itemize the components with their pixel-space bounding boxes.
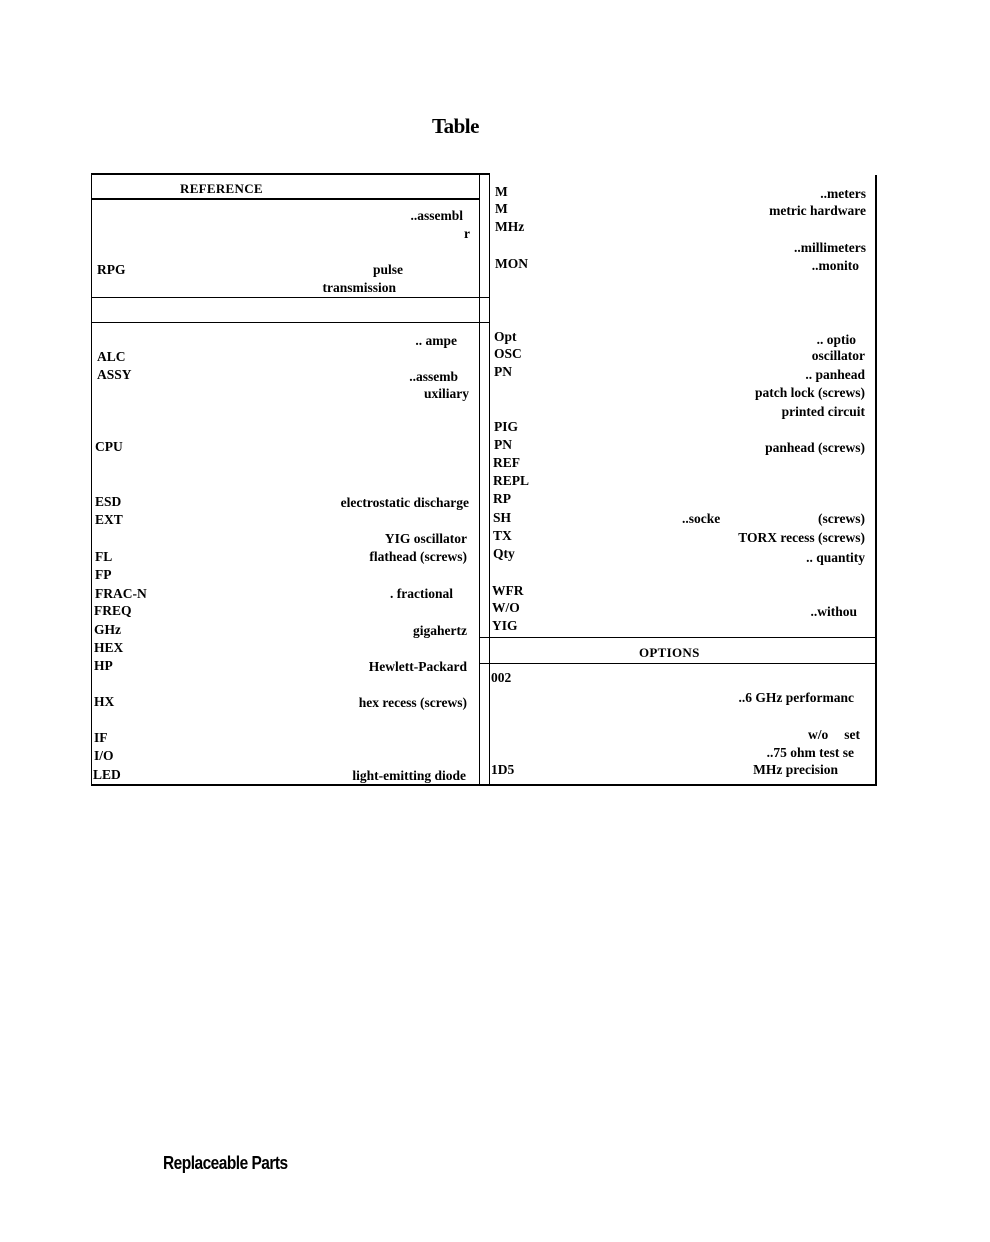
left-desc: . fractional: [390, 586, 453, 601]
left-abbr: FREQ: [94, 603, 132, 618]
right-abbr: YIG: [492, 618, 518, 633]
right-desc: printed circuit: [781, 404, 865, 419]
left-abbr: FL: [95, 549, 113, 564]
right-desc: ..socke: [682, 511, 721, 526]
right-abbr: Opt: [494, 329, 517, 344]
right-abbr: OSC: [494, 346, 522, 361]
right-desc: .. optio: [816, 332, 856, 347]
right-abbr: W/O: [492, 600, 520, 615]
right-desc: ..monito: [811, 258, 859, 273]
right-desc: ..withou: [810, 604, 857, 619]
option-desc: set: [844, 727, 860, 742]
left-abbr: FRAC-N: [95, 586, 147, 601]
right-desc: .. quantity: [806, 550, 865, 565]
page-title: Table: [432, 114, 479, 138]
options-section-header: OPTIONS: [639, 645, 700, 660]
option-desc: ..6 GHz performanc: [738, 690, 854, 705]
left-abbr: ASSY: [97, 367, 132, 382]
right-desc: panhead (screws): [765, 440, 865, 455]
left-desc: r: [464, 226, 470, 241]
right-abbr: REPL: [493, 473, 530, 488]
page-footer: Replaceable Parts: [163, 1153, 288, 1173]
table-right-border: [875, 175, 877, 786]
right-abbr: M: [495, 184, 508, 199]
option-desc: ..75 ohm test se: [766, 745, 854, 760]
left-desc: YIG oscillator: [384, 531, 467, 546]
right-abbr: MON: [495, 256, 528, 271]
right-abbr: PN: [494, 437, 512, 452]
left-header-rule: [92, 198, 480, 200]
options-bottom-rule: [480, 663, 875, 664]
left-abbr: ESD: [95, 494, 122, 509]
right-abbr: SH: [493, 510, 512, 525]
left-desc: Hewlett-Packard: [368, 659, 467, 674]
left-desc: .. ampe: [415, 333, 457, 348]
right-desc: (screws): [818, 511, 865, 526]
left-abbr: ALC: [97, 349, 126, 364]
right-desc: ..meters: [820, 186, 866, 201]
table-bottom-rule: [91, 784, 877, 786]
table-top-rule: [92, 173, 490, 175]
option-desc: MHz precision: [753, 762, 838, 777]
right-abbr: WFR: [492, 583, 524, 598]
left-abbr: HP: [94, 658, 113, 673]
option-desc: w/o: [808, 727, 829, 742]
left-desc: ..assembl: [410, 208, 463, 223]
table-center-divider-a: [479, 173, 480, 786]
left-abbr: IF: [94, 730, 108, 745]
left-abbr: HX: [94, 694, 115, 709]
right-abbr: PN: [494, 364, 512, 379]
left-abbr: LED: [93, 767, 121, 782]
option-abbr: 1D5: [491, 762, 515, 777]
right-abbr: M: [495, 201, 508, 216]
left-desc: pulse: [372, 262, 403, 277]
left-desc: uxiliary: [423, 386, 469, 401]
left-section-rule-2: [92, 322, 490, 323]
left-desc: ..assemb: [409, 369, 458, 384]
right-desc: TORX recess (screws): [738, 530, 865, 545]
right-desc: patch lock (screws): [755, 385, 865, 400]
left-desc: flathead (screws): [369, 549, 467, 564]
left-abbr: GHz: [94, 622, 121, 637]
left-desc: hex recess (screws): [358, 695, 467, 710]
left-abbr: EXT: [95, 512, 123, 527]
right-desc: metric hardware: [769, 203, 866, 218]
right-abbr: PIG: [494, 419, 519, 434]
left-abbr: FP: [95, 567, 112, 582]
table-center-divider-b: [489, 173, 490, 786]
left-section-rule-1: [92, 297, 490, 298]
left-abbr: I/O: [94, 748, 114, 763]
left-desc: transmission: [322, 280, 396, 295]
right-abbr: Qty: [493, 546, 515, 561]
left-desc: gigahertz: [413, 623, 467, 638]
left-abbr: CPU: [95, 439, 123, 454]
left-section-header: REFERENCE: [180, 181, 263, 196]
table-left-border: [91, 173, 92, 786]
right-desc: ..millimeters: [794, 240, 866, 255]
right-abbr: MHz: [495, 219, 525, 234]
left-desc: light-emitting diode: [352, 768, 466, 783]
left-abbr: HEX: [94, 640, 124, 655]
option-abbr: 002: [491, 670, 512, 685]
right-desc: oscillator: [811, 348, 865, 363]
right-desc: .. panhead: [805, 367, 865, 382]
right-abbr: TX: [493, 528, 512, 543]
right-abbr: REF: [493, 455, 520, 470]
left-desc: electrostatic discharge: [340, 495, 469, 510]
right-abbr: RP: [493, 491, 511, 506]
options-top-rule: [480, 637, 875, 638]
left-abbr: RPG: [97, 262, 126, 277]
